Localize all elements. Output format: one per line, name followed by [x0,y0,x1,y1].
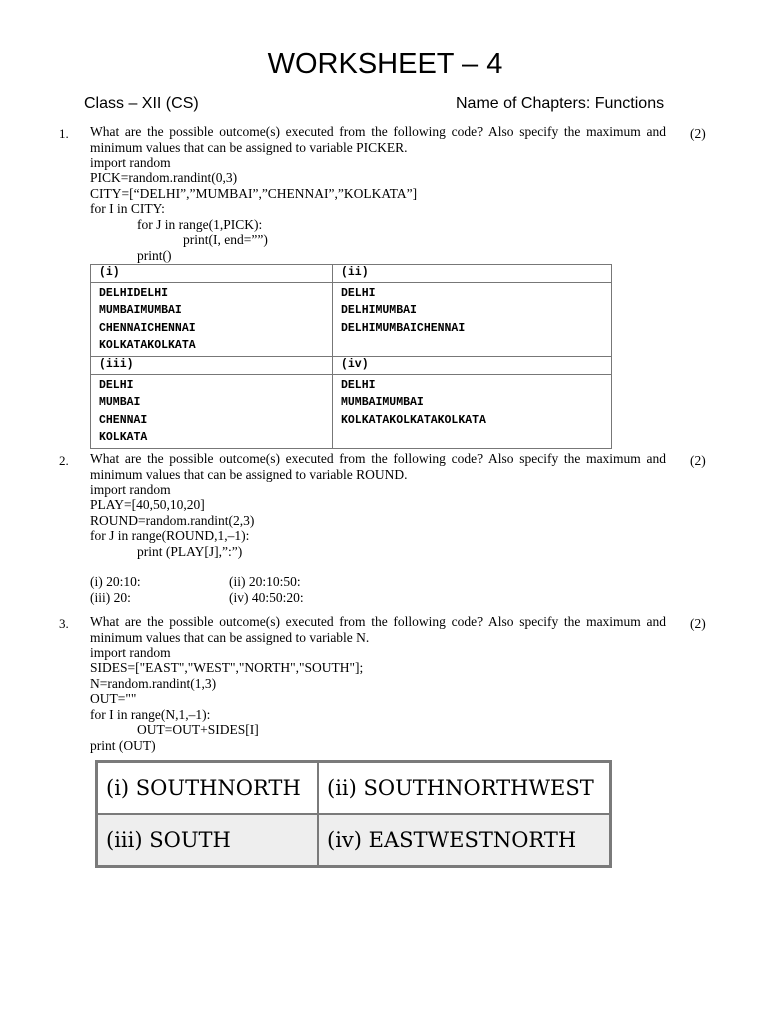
option-line: DELHI [341,379,376,393]
question-1-code-line: for J in range(1,PICK): [137,217,263,232]
option-line: DELHI [99,379,134,393]
question-3-option: (ii) SOUTHNORTHWEST [318,762,611,815]
question-3-option: (iii) SOUTH [97,814,319,867]
question-1-code-line: for I in CITY: [90,201,165,216]
option-content [91,375,333,449]
question-2-code-line: ROUND=random.randint(2,3) [90,513,255,528]
question-3-number: 3. [59,616,69,631]
question-3-code-line: OUT=OUT+SIDES[I] [137,722,259,737]
question-3-code-line: print (OUT) [90,738,156,753]
question-2-code-line: import random [90,482,171,497]
class-label: Class – XII (CS) [84,95,199,112]
option-line: CHENNAI [99,413,148,427]
question-3-text: What are the possible outcome(s) executed from the following code? Also specify the maximum and minimum values that can be assigned to variable N. [90,614,666,645]
option-line: DELHI [341,287,376,300]
option-content [333,283,612,357]
question-1-number: 1. [59,126,69,141]
question-2-option: (ii) 20:10:50: [229,574,301,589]
question-2-option: (iii) 20: [90,590,131,605]
option-content [91,283,333,357]
worksheet-title: WORKSHEET – 4 [267,48,503,80]
question-2-marks: (2) [690,453,706,468]
question-2-number: 2. [59,453,69,468]
option-line: CHENNAICHENNAI [99,321,196,335]
question-1-code-line: print() [137,248,172,263]
question-3-option: (i) SOUTHNORTH [97,762,319,815]
question-1-options-table [90,264,612,449]
question-1-code-line: import random [90,155,171,170]
question-1-text: What are the possible outcome(s) executed from the following code? Also specify the maximum and minimum values that can be assigned to variable PICKER. [90,124,666,155]
question-3-options-table [95,760,612,868]
option-line: KOLKATAKOLKATAKOLKATA [341,413,486,427]
option-line: MUMBAIMUMBAI [99,304,182,318]
question-3-option: (iv) EASTWESTNORTH [318,814,611,867]
option-line: KOLKATA [99,431,148,445]
question-1-code-line: print(I, end=””) [183,232,268,247]
option-content [333,375,612,449]
question-3-code-line: OUT="" [90,691,137,706]
option-line: DELHIMUMBAICHENNAI [341,321,466,335]
question-3-code-line: N=random.randint(1,3) [90,676,217,691]
question-1-code-line: CITY=[“DELHI”,”MUMBAI”,”CHENNAI”,”KOLKATA”] [90,186,418,201]
option-line: KOLKATAKOLKATA [99,338,196,352]
question-1-code-line: PICK=random.randint(0,3) [90,170,238,185]
option-label: (iv) [333,357,612,375]
question-2-text: What are the possible outcome(s) executed from the following code? Also specify the maximum and minimum values that can be assigned to variable ROUND. [90,451,666,482]
option-line: MUMBAIMUMBAI [341,396,424,410]
question-3-code-line: SIDES=["EAST","WEST","NORTH","SOUTH"]; [90,660,364,675]
question-2-option: (iv) 40:50:20: [229,590,304,605]
option-label: (i) [91,265,333,283]
question-1-marks: (2) [690,126,706,141]
option-label: (ii) [333,265,612,283]
option-line: DELHIMUMBAI [341,304,417,318]
question-3-marks: (2) [690,616,706,631]
question-3-code-line: import random [90,645,171,660]
question-2-option: (i) 20:10: [90,574,141,589]
question-2-code-line: print (PLAY[J],”:”) [137,544,243,559]
question-2-code-line: for J in range(ROUND,1,–1): [90,528,250,543]
option-label: (iii) [91,357,333,375]
chapter-label: Name of Chapters: Functions [456,95,665,112]
question-2-code-line: PLAY=[40,50,10,20] [90,497,205,512]
question-3-code-line: for I in range(N,1,–1): [90,707,211,722]
option-line: MUMBAI [99,396,141,410]
option-line: DELHIDELHI [99,287,169,300]
